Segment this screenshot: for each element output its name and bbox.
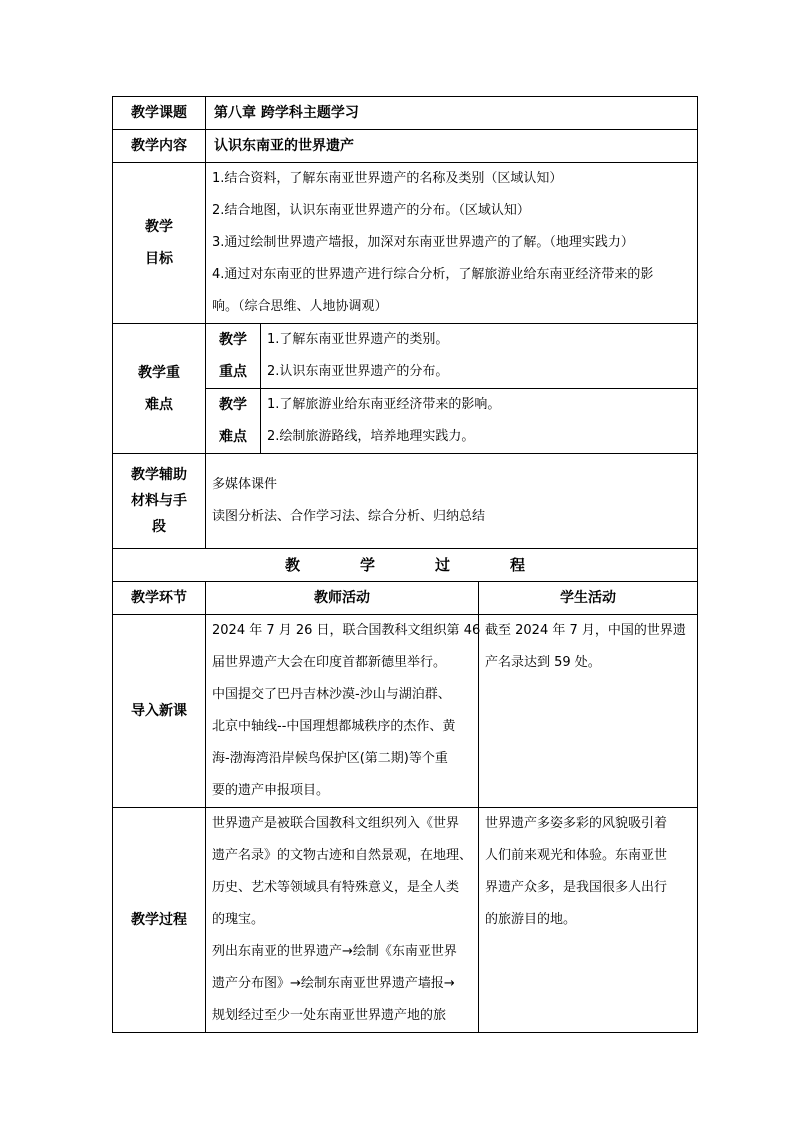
topic-value: 第八章 跨学科主题学习: [206, 97, 698, 130]
main-student-line-2: 人们前来观光和体验。东南亚世: [485, 848, 668, 863]
intro-teacher-line-6: 要的遗产申报项目。: [212, 783, 330, 798]
intro-teacher-line-1: 2024 年 7 月 26 日，联合国教科文组织第 46: [212, 623, 481, 638]
topic-label: 教学课题: [113, 97, 206, 130]
goal-line-1: 1.结合资料，了解东南亚世界遗产的名称及类别（区域认知）: [212, 171, 563, 186]
main-teacher-line-2: 遗产名录》的文物古迹和自然景观，在地理、: [212, 848, 473, 863]
process-title-char-1: 教: [284, 556, 300, 574]
goals-label: [113, 163, 206, 324]
intro-teacher-line-5: 海-渤海湾沿岸候鸟保护区(第二期)等个重: [212, 751, 448, 766]
main-teacher-line-1: 世界遗产是被联合国教科文组织列入《世界: [212, 816, 460, 831]
lesson-plan-table: [112, 96, 698, 1033]
main-teacher-line-4: 的瑰宝。: [212, 912, 265, 927]
goal-line-2: 2.结合地图，认识东南亚世界遗产的分布。（区域认知）: [212, 203, 530, 218]
student-column-header: 学生活动: [479, 582, 698, 615]
content-value: 认识东南亚的世界遗产: [206, 130, 698, 163]
intro-student-activity: [479, 615, 698, 808]
keypoints-label: [113, 324, 206, 454]
process-title-char-3: 过: [435, 556, 451, 574]
goals-content: [206, 163, 698, 324]
content-label: 教学内容: [113, 130, 206, 163]
content-row: [113, 130, 698, 163]
process-header-row: [113, 582, 698, 615]
intro-teacher-line-4: 北京中轴线--中国理想都城秩序的杰作、黄: [212, 719, 456, 734]
goal-line-5: 响。（综合思维、人地协调观）: [212, 299, 388, 314]
difficulty-line-2: 2.绘制旅游路线，培养地理实践力。: [267, 429, 475, 444]
intro-teacher-activity: [206, 615, 479, 808]
keypoints-label-line1: 教学重: [138, 364, 180, 381]
main-teacher-line-5: 列出东南亚的世界遗产→绘制《东南亚世界: [212, 944, 457, 959]
main-stage: 教学过程: [113, 808, 206, 1033]
intro-teacher-line-3: 中国提交了巴丹吉林沙漠-沙山与湖泊群、: [212, 687, 451, 702]
focus-content: [261, 324, 698, 389]
main-student-activity: [479, 808, 698, 1033]
aids-label: [113, 454, 206, 549]
main-process-row: [113, 808, 698, 1033]
lesson-plan-document: [112, 96, 697, 1033]
process-title-char-2: 学: [360, 556, 376, 574]
aids-label-line3: 段: [152, 519, 166, 535]
focus-line-1: 1.了解东南亚世界遗产的类别。: [267, 332, 449, 347]
main-student-line-3: 界遗产众多，是我国很多人出行: [485, 880, 668, 895]
intro-row: [113, 615, 698, 808]
goals-label-line1: 教学: [145, 219, 173, 235]
difficulty-label-line2: 难点: [219, 429, 247, 445]
process-title-char-4: 程: [510, 556, 526, 574]
intro-teacher-line-2: 届世界遗产大会在印度首都新德里举行。: [212, 655, 447, 670]
process-title-row: [113, 549, 698, 582]
aids-line-1: 多媒体课件: [212, 477, 278, 492]
main-teacher-line-7: 规划经过至少一处东南亚世界遗产地的旅: [212, 1008, 447, 1023]
goals-row: [113, 163, 698, 324]
goals-label-line2: 目标: [145, 251, 173, 267]
topic-row: [113, 97, 698, 130]
process-title: [113, 549, 698, 582]
difficulty-label-line1: 教学: [219, 397, 247, 413]
aids-label-line2: 材料与手: [131, 493, 187, 509]
main-teacher-line-6: 遗产分布图》→绘制东南亚世界遗产墙报→: [212, 976, 455, 991]
teacher-column-header: 教师活动: [206, 582, 479, 615]
aids-line-2: 读图分析法、合作学习法、综合分析、归纳总结: [212, 509, 486, 524]
stage-column-header: 教学环节: [113, 582, 206, 615]
focus-label: [206, 324, 261, 389]
intro-student-line-1: 截至 2024 年 7 月，中国的世界遗: [485, 623, 686, 638]
main-teacher-activity: [206, 808, 479, 1033]
keypoints-label-line2: 难点: [145, 396, 173, 413]
goal-line-4: 4.通过对东南亚的世界遗产进行综合分析，了解旅游业给东南亚经济带来的影: [212, 267, 654, 282]
focus-label-line2: 重点: [219, 364, 247, 380]
main-student-line-4: 的旅游目的地。: [485, 912, 577, 927]
focus-line-2: 2.认识东南亚世界遗产的分布。: [267, 364, 449, 379]
aids-content: [206, 454, 698, 549]
intro-student-line-2: 产名录达到 59 处。: [485, 655, 601, 670]
intro-stage: 导入新课: [113, 615, 206, 808]
aids-label-line1: 教学辅助: [131, 467, 187, 483]
focus-row: [113, 324, 698, 389]
difficulty-label: [206, 389, 261, 454]
goal-line-3: 3.通过绘制世界遗产墙报，加深对东南亚世界遗产的了解。（地理实践力）: [212, 235, 634, 250]
aids-row: [113, 454, 698, 549]
main-student-line-1: 世界遗产多姿多彩的风貌吸引着: [485, 816, 668, 831]
focus-label-line1: 教学: [219, 332, 247, 348]
main-teacher-line-3: 历史、艺术等领域具有特殊意义，是全人类: [212, 880, 460, 895]
difficulty-content: [261, 389, 698, 454]
difficulty-line-1: 1.了解旅游业给东南亚经济带来的影响。: [267, 397, 501, 412]
